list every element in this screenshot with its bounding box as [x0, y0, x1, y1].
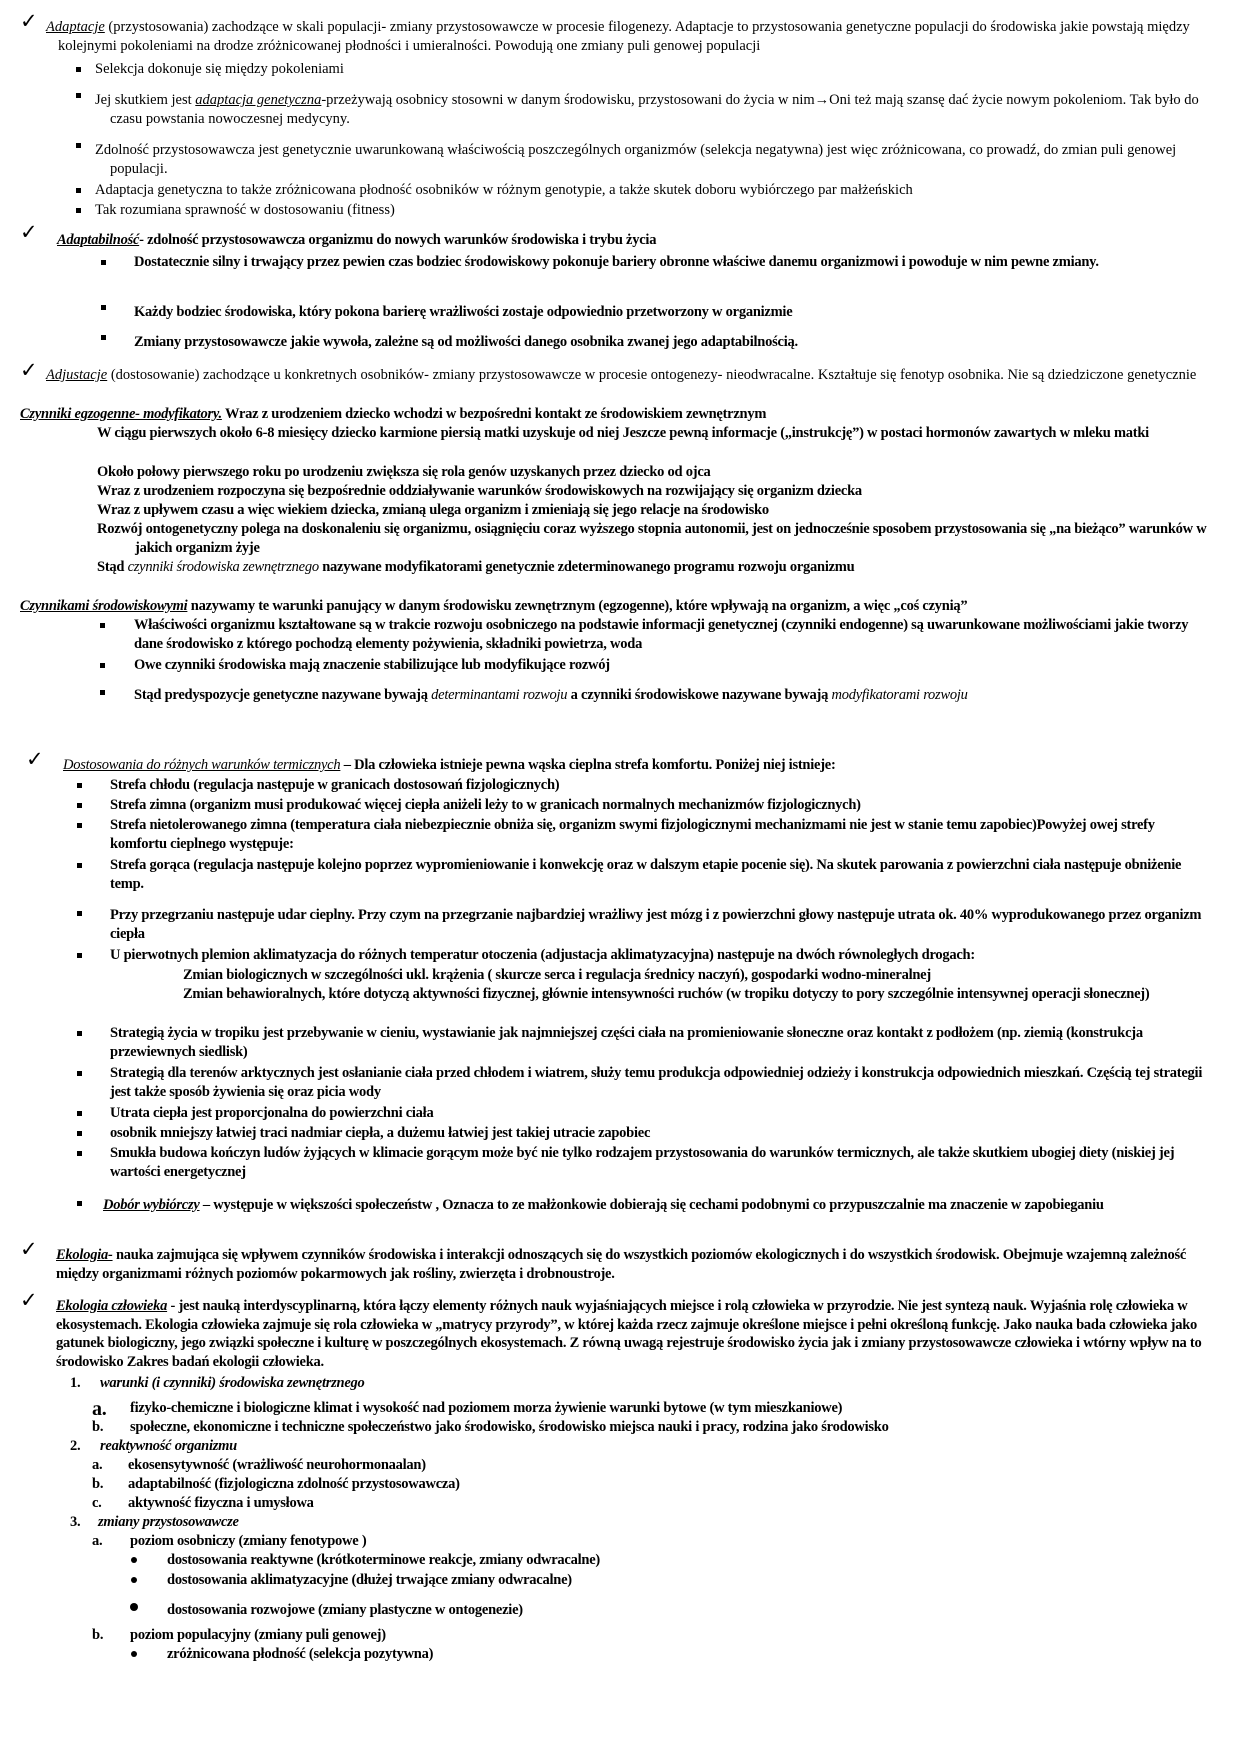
- bullet-square-icon: [101, 260, 106, 265]
- list-item: Wraz z upływem czasu a więc wiekiem dziecka, zmianą ulega organizm i zmieniają się jego relacje na środowisko: [97, 502, 769, 518]
- bullet-dot-icon: [131, 1651, 137, 1657]
- list-item: Smukła budowa kończyn ludów żyjących w klimacie gorącym może być nie tylko rodzajem przystosowania do warunków termicznych, ale także skutkiem ubogiej diety (niskiej jej wartości energetycznej: [110, 1145, 1175, 1180]
- list-letter: b.: [92, 1627, 104, 1643]
- list-number: 2.: [70, 1438, 81, 1454]
- checkmark-icon: ✓: [20, 220, 38, 244]
- list-item: Dostatecznie silny i trwający przez pewien czas bodziec środowiskowy pokonuje bariery obronne właściwe danemu organizmowi i powoduje w nim pewne zmiany.: [134, 254, 1099, 270]
- checkmark-icon: ✓: [20, 1237, 38, 1261]
- bullet-square-icon: [77, 1111, 82, 1116]
- bullet-square-icon: [77, 863, 82, 868]
- bullet-square-icon: [77, 953, 82, 958]
- list-item: Każdy bodziec środowiska, który pokona barierę wrażliwości zostaje odpowiednio przetworzony w organizmie: [134, 304, 793, 320]
- list-item: Stąd predyspozycje genetyczne nazywane bywają determinantami rozwoju a czynniki środowiskowe nazywane bywają modyfikatorami rozwoju: [134, 687, 968, 703]
- list-subitem: zróżnicowana płodność (selekcja pozytywna): [167, 1646, 434, 1662]
- bullet-square-icon: [77, 1071, 82, 1076]
- list-item: ekosensytywność (wrażliwość neurohormonaalan): [128, 1457, 426, 1473]
- list-item: Około połowy pierwszego roku po urodzeniu zwiększa się rola genów uzyskanych przez dziecko od ojca: [97, 464, 711, 480]
- list-item: Strefa zimna (organizm musi produkować więcej ciepła aniżeli leży to w granicach normalnych mechanizmów fizjologicznych): [110, 797, 861, 813]
- list-item: Strefa chłodu (regulacja następuje w granicach dostosowań fizjologicznych): [110, 777, 560, 793]
- list-letter: a.: [92, 1533, 103, 1549]
- list-item: Adaptacja genetyczna to także zróżnicowana płodność osobników w różnym genotypie, a także skutek doboru wybiórczego par małżeńskich: [95, 182, 913, 198]
- list-item: Strategią życia w tropiku jest przebywanie w cieniu, wystawianie jak najmniejszej części ciała na promieniowanie słoneczne oraz kontakt z podłożem (np. ziemią (konstrukcja przewiewnych siedlisk): [110, 1025, 1143, 1060]
- list-item: Właściwości organizmu kształtowane są w trakcie rozwoju osobniczego na podstawie informacji genetycznej (czynniki endogenne) są uwarunkowane możliwościami jakie tworzy dane środowisko z którego pochodzą elementy pożywienia, składniki powietrza, woda: [134, 617, 1189, 652]
- list-item: poziom populacyjny (zmiany puli genowej): [130, 1627, 386, 1643]
- list-item: adaptabilność (fizjologiczna zdolność przystosowawcza): [128, 1476, 460, 1492]
- list-item: U pierwotnych plemion aklimatyzacja do różnych temperatur otoczenia (adjustacja aklimatyzacyjna) następuje na dwóch równoległych drogach:: [110, 947, 975, 963]
- list-item: Strategią dla terenów arktycznych jest osłanianie ciała przed chłodem i wiatrem, służy temu produkcja odpowiedniej odzieży i konstrukcja odpowiednich mieszkań. Częścią tej strategii jest także sposób żywienia się oraz picia wody: [110, 1065, 1203, 1100]
- bullet-dot-icon: [131, 1577, 137, 1583]
- list-item: Wraz z urodzeniem rozpoczyna się bezpośrednie oddziaływanie warunków środowiskowych na rozwijający się organizm dziecka: [97, 483, 862, 499]
- dostosowania-paragraph: Dostosowania do różnych warunków termicznych – Dla człowieka istnieje pewna wąska cieplna strefa komfortu. Poniżej niej istnieje:: [63, 757, 836, 773]
- bullet-square-icon: [100, 623, 105, 628]
- bullet-square-icon: [76, 93, 81, 98]
- list-number: 1.: [70, 1375, 81, 1391]
- list-heading: warunki (i czynniki) środowiska zewnętrznego: [100, 1375, 365, 1391]
- bullet-square-icon: [77, 1151, 82, 1156]
- bullet-square-icon: [77, 911, 82, 916]
- list-letter: a.: [92, 1457, 103, 1473]
- list-letter: a.: [92, 1398, 107, 1420]
- list-item: Zdolność przystosowawcza jest genetycznie uwarunkowaną właściwością poszczególnych organizmów (selekcja negatywna) jest więc zróżnicowana, co prowadź, do zmian puli genowej populacji.: [95, 142, 1177, 177]
- bullet-square-icon: [76, 143, 81, 148]
- list-item: Utrata ciepła jest proporcjonalna do powierzchni ciała: [110, 1105, 434, 1121]
- checkmark-icon: ✓: [20, 9, 38, 33]
- list-item: fizyko-chemiczne i biologiczne klimat i wysokość nad poziomem morza żywienie warunki bytowe (w tym mieszkaniowe): [130, 1400, 843, 1416]
- bullet-dot-icon: [130, 1603, 138, 1611]
- bullet-square-icon: [76, 208, 81, 213]
- list-subitem: dostosowania rozwojowe (zmiany plastyczne w ontogenezie): [167, 1602, 523, 1618]
- list-item: Rozwój ontogenetyczny polega na doskonaleniu się organizmu, osiągnięciu coraz wyższego stopnia autonomii, jest on jednocześnie sposobem przystosowania się „na bieżąco” warunków w jakich organizm żyje: [97, 521, 1207, 556]
- list-item: aktywność fizyczna i umysłowa: [128, 1495, 314, 1511]
- list-item: Dobór wybiórczy – występuje w większości społeczeństw , Oznacza to ze małżonkowie dobierają się cechami podobnymi co przypuszczalnie ma znaczenie w zapobieganiu: [103, 1197, 1104, 1213]
- list-item: Strefa gorąca (regulacja następuje kolejno poprzez wypromieniowanie i konwekcję oraz w dalszym etapie pocenie się). Na skutek parowania z powierzchni ciała następuje obniżenie temp.: [110, 857, 1182, 892]
- bullet-square-icon: [101, 305, 106, 310]
- list-subitem: dostosowania aklimatyzacyjne (dłużej trwające zmiany odwracalne): [167, 1572, 572, 1588]
- bullet-square-icon: [76, 67, 81, 72]
- list-number: 3.: [70, 1514, 81, 1530]
- list-subitem: dostosowania reaktywne (krótkoterminowe reakcje, zmiany odwracalne): [167, 1552, 600, 1568]
- ekologia-paragraph: Ekologia- nauka zajmująca się wpływem czynników środowiska i interakcji odnoszących się do wszystkich poziomów ekologicznych i do wszystkich środowisk. Obejmuje wzajemną zależność między organizmami różnych poziomów pokarmowych jak rośliny, zwierzęta i drobnoustroje.: [56, 1247, 1187, 1282]
- list-item: Jej skutkiem jest adaptacja genetyczna-przeżywają osobnicy stosowni w danym środowisku, przystosowani do życia w nim→Oni też mają szansę dać życie nowym pokoleniom. Tak było do czasu powstania nowoczesnej medycyny.: [95, 92, 1199, 127]
- bullet-square-icon: [77, 803, 82, 808]
- bullet-square-icon: [101, 335, 106, 340]
- ekologia-czlowieka-paragraph: Ekologia człowieka - jest nauką interdyscyplinarną, która łączy elementy różnych nauk wyjaśniających miejsce i rolą człowieka w przyrodzie. Nie jest syntezą nauk. Wyjaśnia rolę człowieka w ekosystemach. Ekologia człowieka zajmuje się rola człowieka w „matrycy przyrody”, w której każda rzecz zajmuje określone miejsce i pełni określoną funkcję. Jako nauka bada człowieka jako gatunek biologiczny, jego związki społeczne i kulturę w poszczególnych ekosystemach. Z równą uwagą rejestruje środowisko życia jak i zmiany przystosowawcze człowieka i wtórny wpływ na to środowisko Zakres badań ekologii człowieka.: [56, 1298, 1202, 1370]
- bullet-square-icon: [77, 1201, 82, 1206]
- list-letter: b.: [92, 1476, 104, 1492]
- bullet-square-icon: [77, 1131, 82, 1136]
- list-item: Owe czynniki środowiska mają znaczenie stabilizujące lub modyfikujące rozwój: [134, 657, 610, 673]
- list-item: Stąd czynniki środowiska zewnętrznego nazywane modyfikatorami genetycznie zdeterminowanego programu rozwoju organizmu: [97, 559, 855, 575]
- list-heading: zmiany przystosowawcze: [98, 1514, 239, 1530]
- adjustacje-paragraph: Adjustacje (dostosowanie) zachodzące u konkretnych osobników- zmiany przystosowawcze w procesie ontogenezy- nieodwracalne. Kształtuje się fenotyp osobnika. Nie są dziedziczone genetycznie: [46, 367, 1197, 383]
- list-item: społeczne, ekonomiczne i techniczne społeczeństwo jako środowisko, środowisko miejsca nauki i pracy, rodzina jako środowisko: [130, 1419, 889, 1435]
- list-item: poziom osobniczy (zmiany fenotypowe ): [130, 1533, 367, 1549]
- bullet-square-icon: [77, 1031, 82, 1036]
- list-letter: b.: [92, 1419, 104, 1435]
- list-letter: c.: [92, 1495, 102, 1511]
- list-heading: reaktywność organizmu: [100, 1438, 237, 1454]
- checkmark-icon: ✓: [20, 1288, 38, 1312]
- bullet-square-icon: [77, 783, 82, 788]
- bullet-square-icon: [100, 663, 105, 668]
- list-subitem: Zmian biologicznych w szczególności ukl. krążenia ( skurcze serca i regulacja średnicy naczyń), gospodarki wodno-mineralnej: [183, 967, 931, 983]
- checkmark-icon: ✓: [26, 747, 44, 771]
- arrow-right-icon: →: [814, 92, 830, 108]
- checkmark-icon: ✓: [20, 358, 38, 382]
- czynniki-srodowiskowe-heading: Czynnikami środowiskowymi nazywamy te warunki panujący w danym środowisku zewnętrznym (egzogenne), które wpływają na organizm, a więc „coś czynią”: [20, 598, 968, 614]
- czynniki-egzogenne-heading: Czynniki egzogenne- modyfikatory. Wraz z urodzeniem dziecko wchodzi w bezpośredni kontakt ze środowiskiem zewnętrznym: [20, 406, 767, 422]
- bullet-square-icon: [100, 690, 105, 695]
- list-item: Tak rozumiana sprawność w dostosowaniu (fitness): [95, 202, 395, 218]
- list-subitem: Zmian behawioralnych, które dotyczą aktywności fizycznej, głównie intensywności ruchów (w tropiku dotyczy to pory szczególnie intensywnej operacji słonecznej): [183, 986, 1150, 1002]
- list-item: osobnik mniejszy łatwiej traci nadmiar ciepła, a dużemu łatwiej jest takiej utracie zapobiec: [110, 1125, 651, 1141]
- adaptabilnosc-paragraph: Adaptabilność- zdolność przystosowawcza organizmu do nowych warunków środowiska i trybu życia: [57, 232, 657, 248]
- list-item: Zmiany przystosowawcze jakie wywoła, zależne są od możliwości danego osobnika zwanej jego adaptabilnością.: [134, 334, 798, 350]
- list-item: Strefa nietolerowanego zimna (temperatura ciała niebezpiecznie obniża się, organizm swymi fizjologicznymi mechanizmami nie jest w stanie temu zapobiec)Powyżej owej strefy komfortu cieplnego występuje:: [110, 817, 1155, 852]
- adaptacje-term: Adaptacje: [46, 19, 105, 35]
- list-item: Przy przegrzaniu następuje udar cieplny. Przy czym na przegrzanie najbardziej wrażliwy jest mózg i z powierzchni głowy następuje utrata ok. 40% wyprodukowanego przez organizm ciepła: [110, 907, 1202, 942]
- bullet-dot-icon: [131, 1557, 137, 1563]
- list-item: Selekcja dokonuje się między pokoleniami: [95, 61, 344, 77]
- bullet-square-icon: [76, 188, 81, 193]
- adaptacje-paragraph: Adaptacje (przystosowania) zachodzące w skali populacji- zmiany przystosowawcze w procesie filogenezy. Adaptacje to przystosowania genetyczne populacji do środowiska jakie powstają między kolejnymi pokoleniami na drodze zróżnicowanej płodności i umieralności. Powodują one zmiany puli genowej populacji: [46, 19, 1190, 54]
- bullet-square-icon: [77, 823, 82, 828]
- list-item: W ciągu pierwszych około 6-8 miesięcy dziecko karmione piersią matki uzyskuje od niej Jeszcze pewną informacje („instrukcję”) w postaci hormonów zawartych w mleku matki: [97, 425, 1149, 441]
